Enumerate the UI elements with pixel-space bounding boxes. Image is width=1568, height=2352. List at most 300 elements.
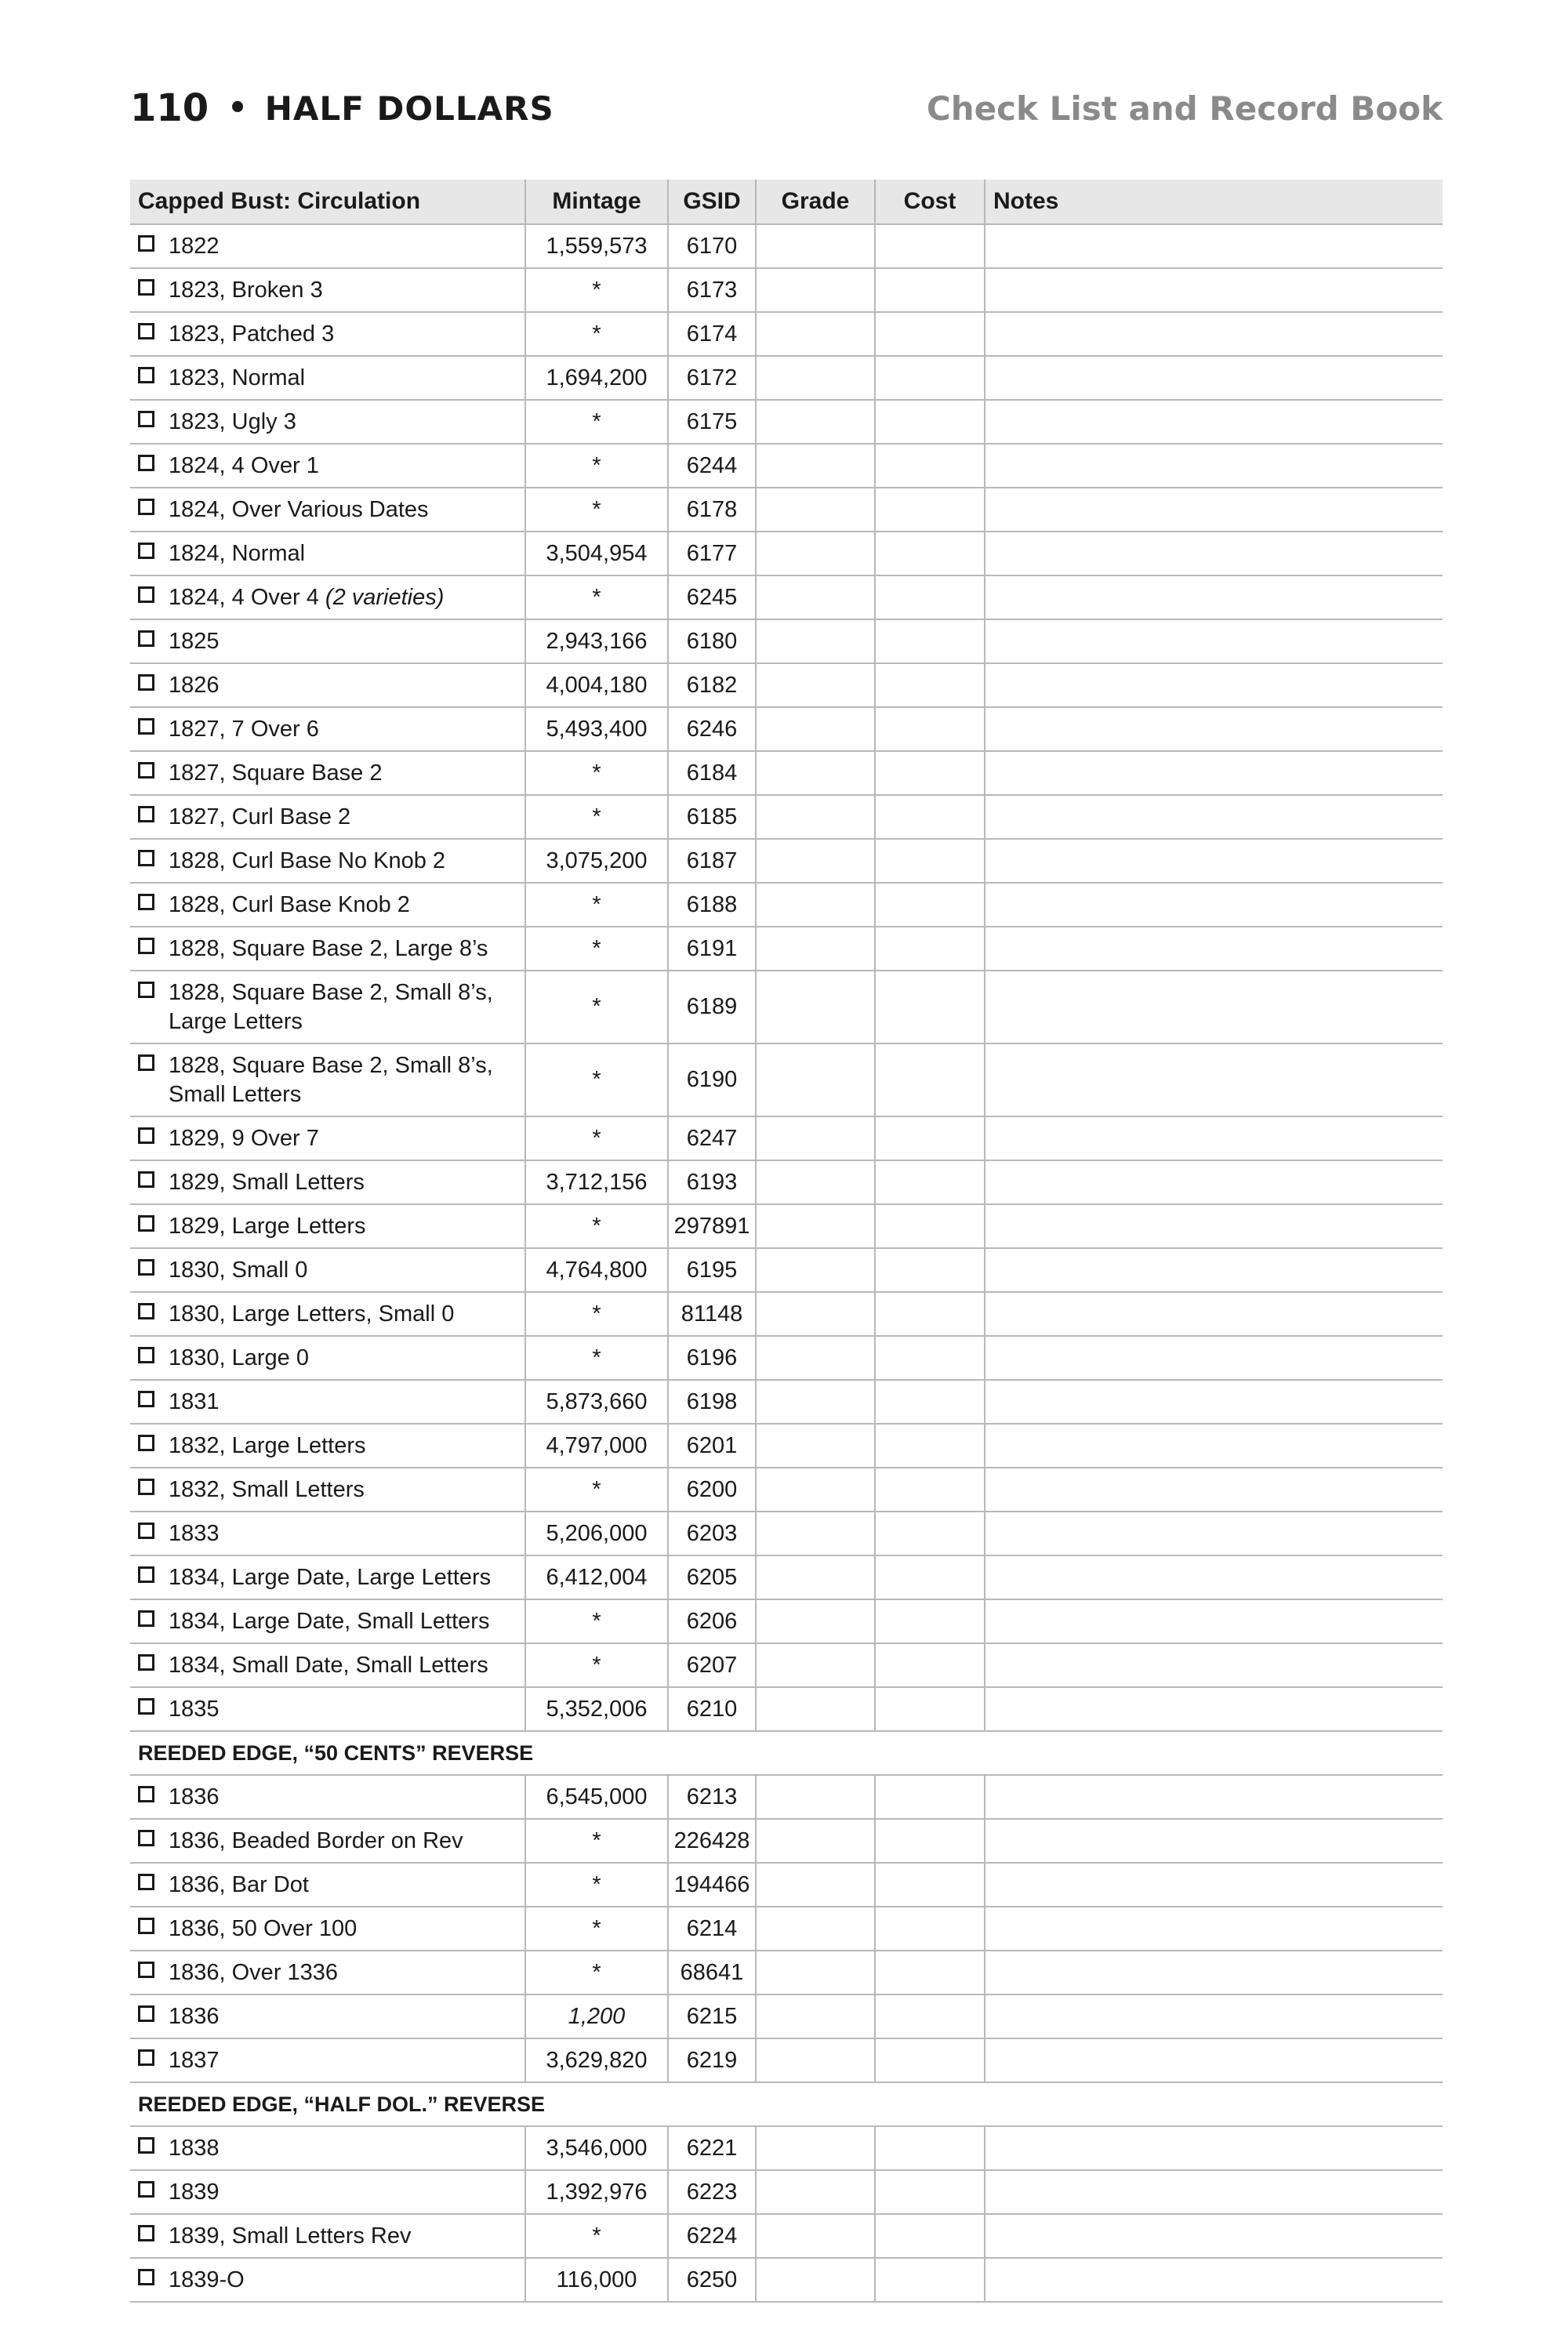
mintage-cell: 6,412,004	[525, 1555, 668, 1599]
grade-cell[interactable]	[756, 707, 875, 751]
checkbox[interactable]	[138, 1479, 154, 1495]
gsid-cell: 6173	[668, 268, 756, 312]
checkbox[interactable]	[138, 543, 154, 559]
coin-name-block	[169, 1212, 366, 1241]
notes-cell[interactable]	[985, 1044, 1443, 1116]
coin-name: 1829, Small Letters	[169, 1169, 365, 1195]
coin-cell	[130, 1775, 525, 1819]
checkbox[interactable]	[138, 1347, 154, 1363]
grade-cell[interactable]	[756, 839, 875, 883]
checkbox[interactable]	[138, 2005, 154, 2022]
notes-cell[interactable]	[985, 2258, 1443, 2302]
cost-cell[interactable]	[875, 1292, 985, 1336]
notes-cell[interactable]	[985, 1424, 1443, 1468]
cost-cell[interactable]	[875, 1907, 985, 1951]
gsid-cell: 6190	[668, 1044, 756, 1116]
checkbox[interactable]	[138, 2049, 154, 2066]
cost-cell[interactable]	[875, 1336, 985, 1380]
notes-cell[interactable]	[985, 268, 1443, 312]
grade-cell[interactable]	[756, 2170, 875, 2214]
cost-cell[interactable]	[875, 1424, 985, 1468]
notes-cell[interactable]	[985, 2170, 1443, 2214]
gsid-cell: 6201	[668, 1424, 756, 1468]
checkbox[interactable]	[138, 630, 154, 647]
checkbox[interactable]	[138, 2269, 154, 2285]
grade-cell[interactable]	[756, 488, 875, 532]
section-title: HALF DOLLARS	[264, 89, 554, 128]
cost-cell[interactable]	[875, 532, 985, 575]
gsid-cell: 6193	[668, 1160, 756, 1204]
grade-cell[interactable]	[756, 268, 875, 312]
mintage-cell: 1,559,573	[525, 224, 668, 268]
notes-cell[interactable]	[985, 1819, 1443, 1863]
coin-entry	[138, 1563, 524, 1592]
notes-cell[interactable]	[985, 751, 1443, 795]
checkbox[interactable]	[138, 499, 154, 515]
column-header-grade: Grade	[756, 180, 875, 224]
cost-cell[interactable]	[875, 2258, 985, 2302]
gsid-cell: 6200	[668, 1468, 756, 1512]
mintage-cell: 4,004,180	[525, 663, 668, 707]
checkbox[interactable]	[138, 1523, 154, 1539]
coin-entry	[138, 320, 524, 349]
coin-name: 1828, Square Base 2, Small 8’s,	[169, 1052, 493, 1078]
coin-name: 1834, Small Date, Small Letters	[169, 1652, 488, 1678]
coin-name-block	[169, 495, 429, 524]
coin-cell	[130, 532, 525, 575]
grade-cell[interactable]	[756, 224, 875, 268]
coin-name: 1832, Small Letters	[169, 1476, 365, 1502]
cost-cell[interactable]	[875, 268, 985, 312]
notes-cell[interactable]	[985, 1863, 1443, 1907]
checkbox[interactable]	[138, 411, 154, 427]
cost-cell[interactable]	[875, 1775, 985, 1819]
notes-cell[interactable]	[985, 1599, 1443, 1643]
grade-cell[interactable]	[756, 619, 875, 663]
grade-cell[interactable]	[756, 1512, 875, 1555]
cost-cell[interactable]	[875, 1044, 985, 1116]
coin-name-block	[169, 1124, 319, 1153]
notes-cell[interactable]	[985, 224, 1443, 268]
cost-cell[interactable]	[875, 1380, 985, 1424]
mintage-cell: *	[525, 1863, 668, 1907]
table-row	[130, 1863, 1443, 1907]
cost-cell[interactable]	[875, 224, 985, 268]
gsid-cell: 6178	[668, 488, 756, 532]
notes-cell[interactable]	[985, 2038, 1443, 2082]
cost-cell[interactable]	[875, 1160, 985, 1204]
checkbox[interactable]	[138, 762, 154, 779]
notes-cell[interactable]	[985, 619, 1443, 663]
notes-cell[interactable]	[985, 971, 1443, 1044]
grade-cell[interactable]	[756, 312, 875, 356]
grade-cell[interactable]	[756, 2258, 875, 2302]
gsid-cell: 6221	[668, 2126, 756, 2170]
coin-name-block	[169, 452, 319, 481]
grade-cell[interactable]	[756, 1160, 875, 1204]
cost-cell[interactable]	[875, 1863, 985, 1907]
cost-cell[interactable]	[875, 1643, 985, 1687]
grade-cell[interactable]	[756, 2126, 875, 2170]
grade-cell[interactable]	[756, 1555, 875, 1599]
coin-name-block	[169, 1958, 338, 1987]
cost-cell[interactable]	[875, 795, 985, 839]
coin-name: 1824, 4 Over 4	[169, 584, 325, 610]
coin-name: 1823, Broken 3	[169, 277, 323, 303]
checkbox[interactable]	[138, 938, 154, 954]
checkbox[interactable]	[138, 1171, 154, 1188]
notes-cell[interactable]	[985, 444, 1443, 488]
grade-cell[interactable]	[756, 1248, 875, 1292]
cost-cell[interactable]	[875, 1819, 985, 1863]
coin-name-block	[169, 408, 296, 437]
coin-cell	[130, 751, 525, 795]
table-row	[130, 444, 1443, 488]
coin-name-block	[169, 1871, 309, 1900]
cost-cell[interactable]	[875, 1116, 985, 1160]
mintage-cell: 1,200	[525, 1994, 668, 2038]
grade-cell[interactable]	[756, 1044, 875, 1116]
grade-cell[interactable]	[756, 1863, 875, 1907]
coin-cell	[130, 1994, 525, 2038]
gsid-cell: 6196	[668, 1336, 756, 1380]
checkbox[interactable]	[138, 279, 154, 296]
checkbox[interactable]	[138, 235, 154, 252]
checkbox[interactable]	[138, 1259, 154, 1276]
notes-cell[interactable]	[985, 356, 1443, 400]
coin-name: 1834, Large Date, Small Letters	[169, 1608, 490, 1634]
coin-name: 1837	[169, 2047, 220, 2073]
cost-cell[interactable]	[875, 1687, 985, 1731]
mintage-cell: 5,352,006	[525, 1687, 668, 1731]
notes-cell[interactable]	[985, 795, 1443, 839]
checkbox[interactable]	[138, 367, 154, 383]
cost-cell[interactable]	[875, 707, 985, 751]
coin-cell	[130, 444, 525, 488]
cost-cell[interactable]	[875, 1994, 985, 2038]
mintage-cell: 5,873,660	[525, 1380, 668, 1424]
checkbox[interactable]	[138, 1391, 154, 1407]
table-row	[130, 751, 1443, 795]
cost-cell[interactable]	[875, 356, 985, 400]
mintage-cell: *	[525, 575, 668, 619]
coin-name-block	[169, 1344, 309, 1373]
grade-cell[interactable]	[756, 883, 875, 927]
mintage-cell: *	[525, 795, 668, 839]
cost-cell[interactable]	[875, 400, 985, 444]
grade-cell[interactable]	[756, 1907, 875, 1951]
notes-cell[interactable]	[985, 1643, 1443, 1687]
grade-cell[interactable]	[756, 795, 875, 839]
notes-cell[interactable]	[985, 1775, 1443, 1819]
coin-entry	[138, 847, 524, 876]
grade-cell[interactable]	[756, 1468, 875, 1512]
coin-name: 1824, 4 Over 1	[169, 452, 319, 478]
coin-entry	[138, 1871, 524, 1900]
cost-cell[interactable]	[875, 839, 985, 883]
cost-cell[interactable]	[875, 883, 985, 927]
cost-cell[interactable]	[875, 2126, 985, 2170]
grade-cell[interactable]	[756, 532, 875, 575]
notes-cell[interactable]	[985, 400, 1443, 444]
cost-cell[interactable]	[875, 1599, 985, 1643]
mintage-cell: 1,694,200	[525, 356, 668, 400]
table-row	[130, 1424, 1443, 1468]
checkbox[interactable]	[138, 894, 154, 910]
checkbox[interactable]	[138, 1054, 154, 1071]
coin-name-block	[169, 1519, 220, 1548]
cost-cell[interactable]	[875, 1512, 985, 1555]
mintage-cell: *	[525, 268, 668, 312]
coin-name-block	[169, 1915, 357, 1944]
coin-entry	[138, 364, 524, 393]
grade-cell[interactable]	[756, 1424, 875, 1468]
checkbox[interactable]	[138, 455, 154, 471]
grade-cell[interactable]	[756, 971, 875, 1044]
coin-entry	[138, 978, 524, 1036]
notes-cell[interactable]	[985, 2126, 1443, 2170]
checkbox[interactable]	[138, 2137, 154, 2154]
cost-cell[interactable]	[875, 971, 985, 1044]
gsid-cell: 6215	[668, 1994, 756, 2038]
cost-cell[interactable]	[875, 751, 985, 795]
grade-cell[interactable]	[756, 356, 875, 400]
coin-name: 1839	[169, 2179, 220, 2205]
cost-cell[interactable]	[875, 927, 985, 971]
coin-entry	[138, 803, 524, 832]
coin-entry	[138, 1651, 524, 1680]
checkbox[interactable]	[138, 2225, 154, 2241]
coin-cell	[130, 1599, 525, 1643]
checkbox[interactable]	[138, 1962, 154, 1978]
grade-cell[interactable]	[756, 2214, 875, 2258]
notes-cell[interactable]	[985, 1292, 1443, 1336]
checkbox[interactable]	[138, 1698, 154, 1715]
coin-name-block	[169, 2178, 220, 2207]
checkbox[interactable]	[138, 718, 154, 735]
mintage-cell: 3,712,156	[525, 1160, 668, 1204]
table-row	[130, 1907, 1443, 1951]
checkbox[interactable]	[138, 323, 154, 339]
notes-cell[interactable]	[985, 663, 1443, 707]
table-row	[130, 1951, 1443, 1994]
notes-cell[interactable]	[985, 1994, 1443, 2038]
cost-cell[interactable]	[875, 444, 985, 488]
mintage-cell: *	[525, 927, 668, 971]
coin-entry	[138, 539, 524, 568]
notes-cell[interactable]	[985, 1336, 1443, 1380]
notes-cell[interactable]	[985, 1116, 1443, 1160]
notes-cell[interactable]	[985, 1248, 1443, 1292]
coin-name: 1836, Beaded Border on Rev	[169, 1828, 463, 1853]
coin-name: 1827, Curl Base 2	[169, 804, 351, 829]
coin-name: 1838	[169, 2135, 220, 2161]
cost-cell[interactable]	[875, 1204, 985, 1248]
cost-cell[interactable]	[875, 2214, 985, 2258]
gsid-cell: 6206	[668, 1599, 756, 1643]
gsid-cell: 6203	[668, 1512, 756, 1555]
checkbox[interactable]	[138, 1610, 154, 1627]
gsid-cell: 6188	[668, 883, 756, 927]
grade-cell[interactable]	[756, 1643, 875, 1687]
coin-name: 1836, Bar Dot	[169, 1871, 309, 1897]
checkbox[interactable]	[138, 1918, 154, 1934]
grade-cell[interactable]	[756, 1819, 875, 1863]
cost-cell[interactable]	[875, 1555, 985, 1599]
grade-cell[interactable]	[756, 927, 875, 971]
checkbox[interactable]	[138, 2181, 154, 2198]
grade-cell[interactable]	[756, 575, 875, 619]
grade-cell[interactable]	[756, 2038, 875, 2082]
coin-name-block	[169, 1563, 491, 1592]
coin-entry	[138, 452, 524, 481]
cost-cell[interactable]	[875, 488, 985, 532]
page-header-left	[130, 77, 554, 140]
grade-cell[interactable]	[756, 1775, 875, 1819]
mintage-cell: *	[525, 883, 668, 927]
coin-name-block	[169, 232, 220, 261]
gsid-cell: 226428	[668, 1819, 756, 1863]
coin-name: 1826	[169, 672, 220, 698]
cost-cell[interactable]	[875, 619, 985, 663]
grade-cell[interactable]	[756, 663, 875, 707]
gsid-cell: 81148	[668, 1292, 756, 1336]
notes-cell[interactable]	[985, 883, 1443, 927]
checkbox[interactable]	[138, 982, 154, 998]
checkbox[interactable]	[138, 586, 154, 603]
coin-entry	[138, 2046, 524, 2075]
grade-cell[interactable]	[756, 444, 875, 488]
grade-cell[interactable]	[756, 1292, 875, 1336]
notes-cell[interactable]	[985, 1512, 1443, 1555]
notes-cell[interactable]	[985, 575, 1443, 619]
coin-name-block	[169, 2046, 220, 2075]
coin-name: 1833	[169, 1520, 220, 1546]
notes-cell[interactable]	[985, 927, 1443, 971]
gsid-cell: 194466	[668, 1863, 756, 1907]
notes-cell[interactable]	[985, 488, 1443, 532]
checkbox[interactable]	[138, 1127, 154, 1144]
checkbox[interactable]	[138, 1830, 154, 1846]
notes-cell[interactable]	[985, 2214, 1443, 2258]
mintage-cell: 5,493,400	[525, 707, 668, 751]
checkbox[interactable]	[138, 1786, 154, 1802]
gsid-cell: 6174	[668, 312, 756, 356]
grade-cell[interactable]	[756, 1687, 875, 1731]
cost-cell[interactable]	[875, 1248, 985, 1292]
mintage-cell: 3,629,820	[525, 2038, 668, 2082]
coin-name-block	[169, 671, 220, 700]
coin-name: 1823, Ugly 3	[169, 408, 296, 434]
cost-cell[interactable]	[875, 312, 985, 356]
coin-name-block	[169, 1827, 463, 1856]
coin-name: 1832, Large Letters	[169, 1432, 366, 1458]
coin-name-block	[169, 320, 334, 349]
notes-cell[interactable]	[985, 1380, 1443, 1424]
cost-cell[interactable]	[875, 1951, 985, 1994]
cost-cell[interactable]	[875, 2170, 985, 2214]
checkbox[interactable]	[138, 1303, 154, 1319]
notes-cell[interactable]	[985, 1468, 1443, 1512]
mintage-cell: *	[525, 312, 668, 356]
gsid-cell: 6247	[668, 1116, 756, 1160]
grade-cell[interactable]	[756, 1336, 875, 1380]
coin-entry	[138, 1695, 524, 1724]
checklist-table	[130, 180, 1443, 2303]
coin-cell	[130, 2170, 525, 2214]
coin-entry	[138, 1519, 524, 1548]
grade-cell[interactable]	[756, 1994, 875, 2038]
notes-cell[interactable]	[985, 1204, 1443, 1248]
table-row	[130, 1994, 1443, 2038]
coin-entry	[138, 2222, 524, 2251]
checkbox[interactable]	[138, 1566, 154, 1583]
coin-name-line2: Large Letters	[169, 1008, 303, 1034]
checkbox[interactable]	[138, 1874, 154, 1890]
cost-cell[interactable]	[875, 2038, 985, 2082]
checkbox[interactable]	[138, 674, 154, 691]
grade-cell[interactable]	[756, 1204, 875, 1248]
notes-cell[interactable]	[985, 1687, 1443, 1731]
notes-cell[interactable]	[985, 532, 1443, 575]
gsid-cell: 6172	[668, 356, 756, 400]
gsid-cell: 6185	[668, 795, 756, 839]
coin-cell	[130, 400, 525, 444]
cost-cell[interactable]	[875, 1468, 985, 1512]
checkbox[interactable]	[138, 1435, 154, 1451]
grade-cell[interactable]	[756, 1380, 875, 1424]
grade-cell[interactable]	[756, 751, 875, 795]
checkbox[interactable]	[138, 1215, 154, 1232]
grade-cell[interactable]	[756, 1116, 875, 1160]
mintage-cell: 5,206,000	[525, 1512, 668, 1555]
grade-cell[interactable]	[756, 1951, 875, 1994]
table-row	[130, 1819, 1443, 1863]
notes-cell[interactable]	[985, 1951, 1443, 1994]
mintage-cell: 4,797,000	[525, 1424, 668, 1468]
coin-name-block	[169, 627, 220, 656]
section-row	[130, 1731, 1443, 1775]
mintage-cell: *	[525, 444, 668, 488]
coin-cell	[130, 883, 525, 927]
checkbox[interactable]	[138, 806, 154, 822]
notes-cell[interactable]	[985, 707, 1443, 751]
gsid-cell: 6207	[668, 1643, 756, 1687]
notes-cell[interactable]	[985, 1555, 1443, 1599]
notes-cell[interactable]	[985, 312, 1443, 356]
notes-cell[interactable]	[985, 839, 1443, 883]
grade-cell[interactable]	[756, 400, 875, 444]
coin-name-block	[169, 1695, 220, 1724]
notes-cell[interactable]	[985, 1907, 1443, 1951]
coin-name: 1831	[169, 1388, 220, 1414]
checkbox[interactable]	[138, 850, 154, 866]
grade-cell[interactable]	[756, 1599, 875, 1643]
coin-entry	[138, 1256, 524, 1285]
gsid-cell: 6224	[668, 2214, 756, 2258]
coin-name-block	[169, 2266, 245, 2295]
coin-cell	[130, 2214, 525, 2258]
table-row	[130, 1160, 1443, 1204]
table-row	[130, 1044, 1443, 1116]
cost-cell[interactable]	[875, 663, 985, 707]
table-row	[130, 1775, 1443, 1819]
coin-name: 1828, Curl Base No Knob 2	[169, 848, 446, 873]
table-row	[130, 488, 1443, 532]
checkbox[interactable]	[138, 1654, 154, 1671]
cost-cell[interactable]	[875, 575, 985, 619]
notes-cell[interactable]	[985, 1160, 1443, 1204]
